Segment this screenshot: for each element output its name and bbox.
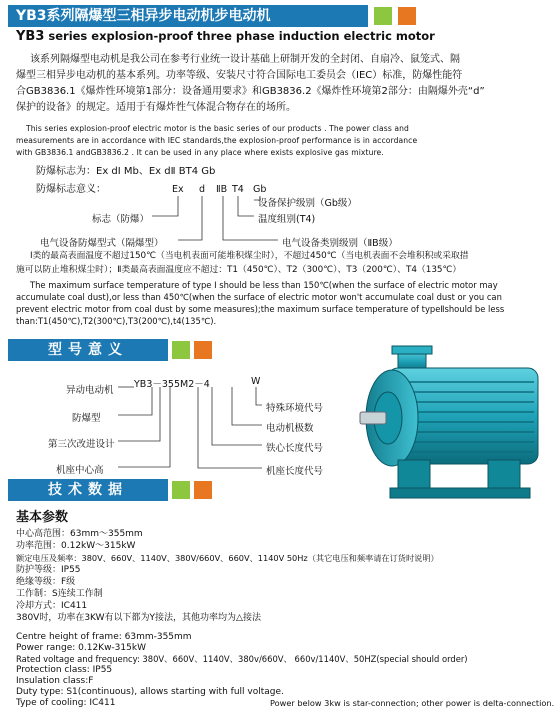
ex-meaning-epl: 设备保护级别（Gb级）: [258, 198, 357, 209]
ex-code-temp: T4: [232, 184, 244, 195]
intro-cn-3: 合GB3836.1《爆炸性环境第1部分：设备通用要求》和GB3836.2《爆炸性环境第2部分：由隔爆外壳“d”: [16, 86, 485, 97]
model-section-bar: 型号意义: [8, 339, 168, 361]
model-right-3: 铁心长度代号: [266, 443, 324, 454]
param-en-5: Insulation class:F: [16, 676, 94, 686]
temp-note-en-2: accumulate coal dust),or less than 450℃(when the surface of electric motor won't accumulate coal dust or you can: [16, 292, 502, 302]
param-cn-6: 工作制：S连续工作制: [16, 589, 103, 599]
param-cn-2: 功率范围：0.12kW～315kW: [16, 541, 136, 551]
param-en-2: Power range: 0.12Kw-315kW: [16, 643, 146, 653]
model-code: YB3－355M2－4: [134, 379, 210, 390]
motor-illustration: [358, 338, 550, 510]
model-right-2: 电动机极数: [266, 423, 314, 434]
ex-marking-line: 防爆标志为：Ex dI Mb、Ex dⅡ BT4 Gb: [36, 166, 216, 177]
ex-code-epl: Gb: [253, 184, 267, 195]
green-square-2: [172, 341, 190, 359]
temp-note-cn-2: 施可以防止堆积煤尘时）；Ⅱ类最高表面温度应不超过：T1（450℃）、T2（300℃）、T3（200℃）、T4（135℃）: [16, 265, 462, 275]
intro-en-3: with GB3836.1 andGB3836.2 . It can be used in any place where exists explosive gas mixture.: [16, 148, 384, 157]
param-en-3: Rated voltage and frequency: 380V、660V、1140V、380v/660V、 660v/1140V、50HZ(special should order): [16, 654, 468, 664]
model-right-1: 特殊环境代号: [266, 403, 324, 414]
intro-cn-1: 该系列隔爆型电动机是我公司在参考行业统一设计基础上研制开发的全封闭、自扇冷、鼠笼式、隔: [30, 54, 460, 65]
param-en-6: Duty type: S1(continuous), allows starting with full voltage.: [16, 687, 284, 697]
intro-en-2: measurements are in accordance with IEC standards,the explosion-proof performance is in accordance: [16, 136, 418, 145]
temp-note-en-4: than:T1(450℃),T2(300℃),T3(200℃),t4(135℃).: [16, 316, 217, 326]
param-en-1: Centre height of frame: 63mm-355mm: [16, 632, 192, 642]
tech-section-bar: 技术数据: [8, 479, 168, 501]
intro-cn-4: 保护的设备》的规定。适用于有爆炸性气体混合物存在的场所。: [16, 102, 296, 113]
page-title: YB3系列隔爆型三相异步电动机步电动机: [16, 8, 271, 24]
param-en-8: Power below 3kw is star-connection; other power is delta-connection.: [270, 698, 554, 708]
model-left-1: 异动电动机: [66, 385, 114, 396]
ex-code-ex: Ex: [172, 184, 184, 195]
ex-code-group: ⅡB: [216, 184, 228, 195]
ex-code-d: d: [199, 184, 206, 195]
temp-note-en-1: The maximum surface temperature of type Ⅰ should be less than 150℃(when the surface of electric motor may: [30, 280, 498, 290]
param-cn-3: 额定电压及频率：380V、660V、1140V、380V/660V、660V、1140V 50Hz（其它电压和频率请在订货时说明）: [16, 553, 439, 563]
ex-marking-label: 防爆标志意义：: [36, 184, 106, 195]
orange-square-2: [194, 341, 212, 359]
param-en-4: Protection class: IP55: [16, 665, 113, 675]
basic-params-heading: 基本参数: [16, 510, 69, 525]
param-en-7: Type of cooling: IC411: [16, 698, 116, 708]
param-cn-4: 防护等级：IP55: [16, 565, 81, 575]
green-square-3: [172, 481, 190, 499]
model-left-2: 防爆型: [72, 413, 101, 424]
temp-note-en-3: prevent electric motor from coal dust by some measures);the maximum surface temperature of typeⅡshould be less: [16, 304, 505, 314]
param-cn-5: 绝缘等级：F级: [16, 577, 76, 587]
model-code-suffix: W: [251, 376, 261, 387]
intro-en-1: This series explosion-proof electric motor is the basic series of our products . The power class and: [26, 124, 409, 133]
temp-note-cn-1: Ⅰ类的最高表面温度不超过150℃（当电机表面可能堆积煤尘时），不超过450℃（当电机表面不会堆积积或采取措: [30, 251, 469, 261]
model-left-3: 第三次改进设计: [48, 439, 115, 450]
ex-meaning-temp: 温度组别(T4): [258, 214, 316, 225]
subtitle: YB3 series explosion-proof three phase induction electric motor: [16, 29, 435, 44]
ex-meaning-type: 电气设备防爆型式（隔爆型）: [40, 238, 164, 249]
ex-meaning-mark: 标志（防爆）: [92, 214, 150, 225]
param-cn-8: 380V时，功率在3KW有以下都为Y接法，其他功率均为△接法: [16, 613, 261, 623]
intro-cn-2: 爆型三相异步电动机的基本系列。功率等级、安装尺寸符合国际电工委员会（IEC）标准，防爆性能符: [16, 70, 463, 81]
param-cn-7: 冷却方式：IC411: [16, 601, 88, 611]
model-right-4: 机座长度代号: [266, 466, 324, 477]
ex-meaning-group: 电气设备类别级别（ⅡB级）: [282, 238, 398, 249]
param-cn-1: 中心高范围：63mm～355mm: [16, 529, 143, 539]
model-left-4: 机座中心高: [56, 465, 104, 476]
orange-square-3: [194, 481, 212, 499]
